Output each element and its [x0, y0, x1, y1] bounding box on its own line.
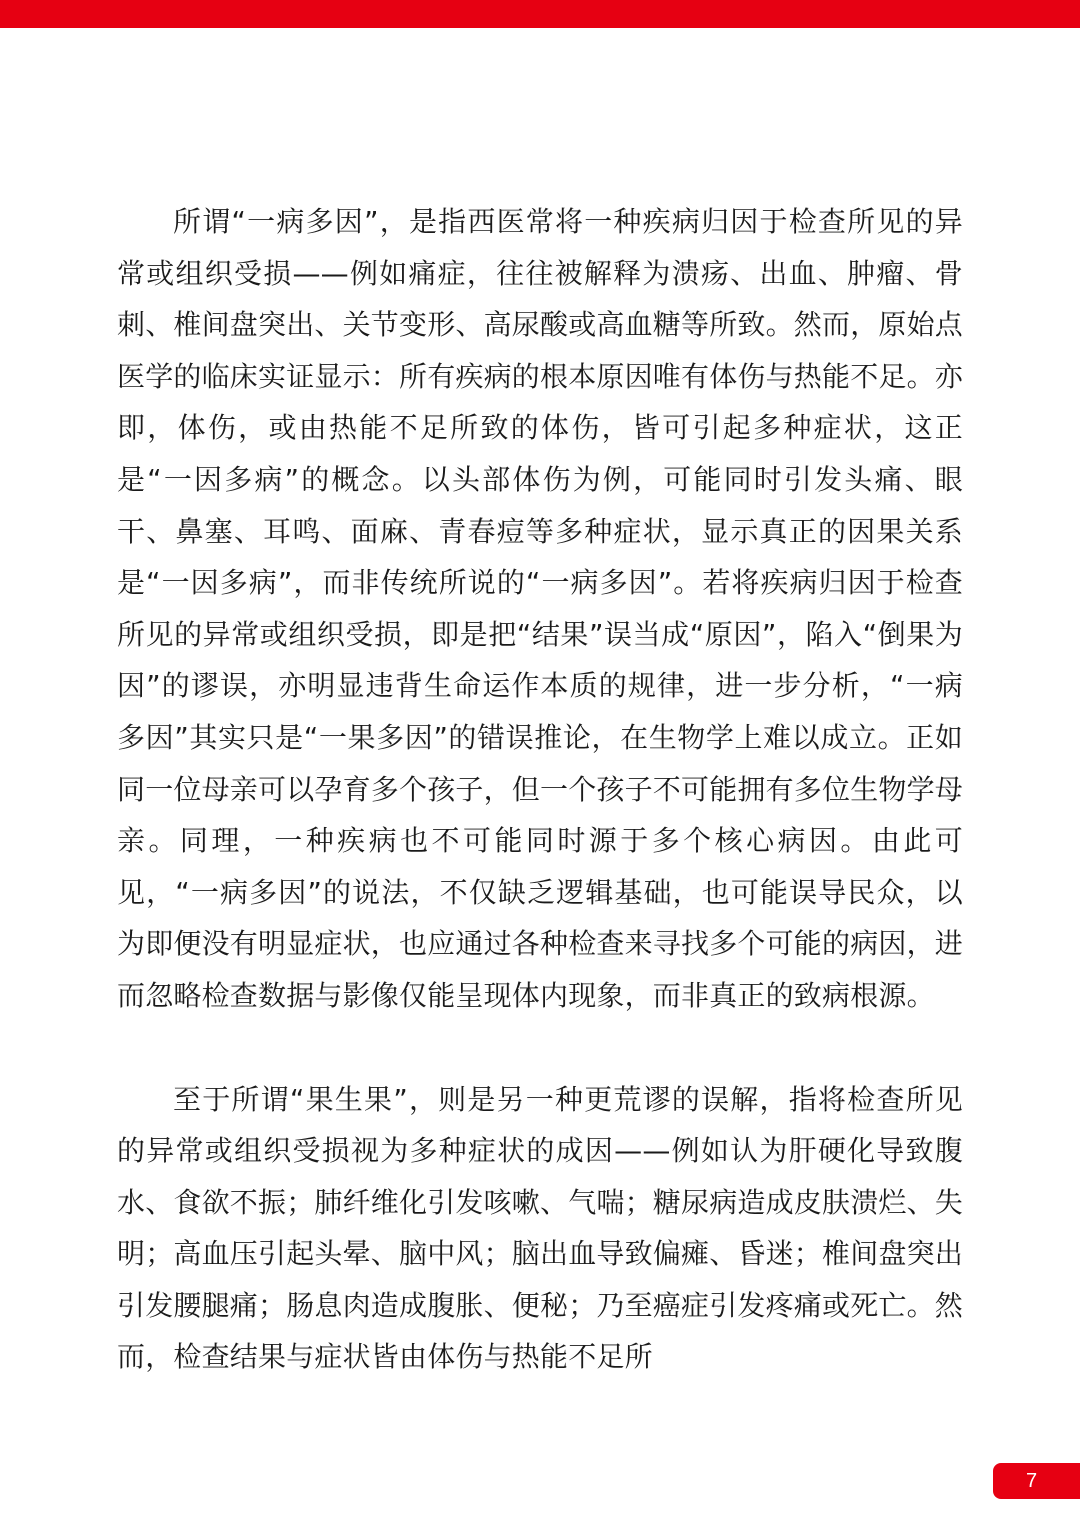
article-body — [117, 196, 963, 1383]
paragraph-effect-produces-effect: 至于所谓“果生果”，则是另一种更荒谬的误解，指将检查所见的异常或组织受损视为多种症状的成因——例如认为肝硬化导致腹水、食欲不振；肺纤维化引发咳嗽、气喘；糖尿病造成皮肤溃烂、失明；高血压引起头晕、脑中风；脑出血导致偏瘫、昏迷；椎间盘突出引发腰腿痛；肠息肉造成腹胀、便秘；乃至癌症引发疼痛或死亡。然而，检查结果与症状皆由体伤与热能不足所 — [117, 1082, 964, 1374]
top-accent-bar — [0, 0, 1080, 28]
paragraph-one-disease-many-causes: 所谓“一病多因”，是指西医常将一种疾病归因于检查所见的异常或组织受损——例如痛症，往往被解释为溃疡、出血、肿瘤、骨刺、椎间盘突出、关节变形、高尿酸或高血糖等所致。然而，原始点医学的临床实证显示：所有疾病的根本原因唯有体伤与热能不足。亦即，体伤，或由热能不足所致的体伤，皆可引起多种症状，这正是“一因多病”的概念。以头部体伤为例，可能同时引发头痛、眼干、鼻塞、耳鸣、面麻、青春痘等多种症状，显示真正的因果关系是“一因多病”，而非传统所说的“一病多因”。若将疾病归因于检查所见的异常或组织受损，即是把“结果”误当成“原因”，陷入“倒果为因”的谬误，亦明显违背生命运作本质的规律，进一步分析，“一病多因”其实只是“一果多因”的错误推论，在生物学上难以成立。正如同一位母亲可以孕育多个孩子，但一个孩子不可能拥有多位生物学母亲。同理，一种疾病也不可能同时源于多个核心病因。由此可见，“一病多因”的说法，不仅缺乏逻辑基础，也可能误导民众，以为即便没有明显症状，也应通过各种检查来寻找多个可能的病因，进而忽略检查数据与影像仅能呈现体内现象，而非真正的致病根源。 — [117, 205, 964, 1012]
page-number-badge: 7 — [993, 1463, 1080, 1499]
